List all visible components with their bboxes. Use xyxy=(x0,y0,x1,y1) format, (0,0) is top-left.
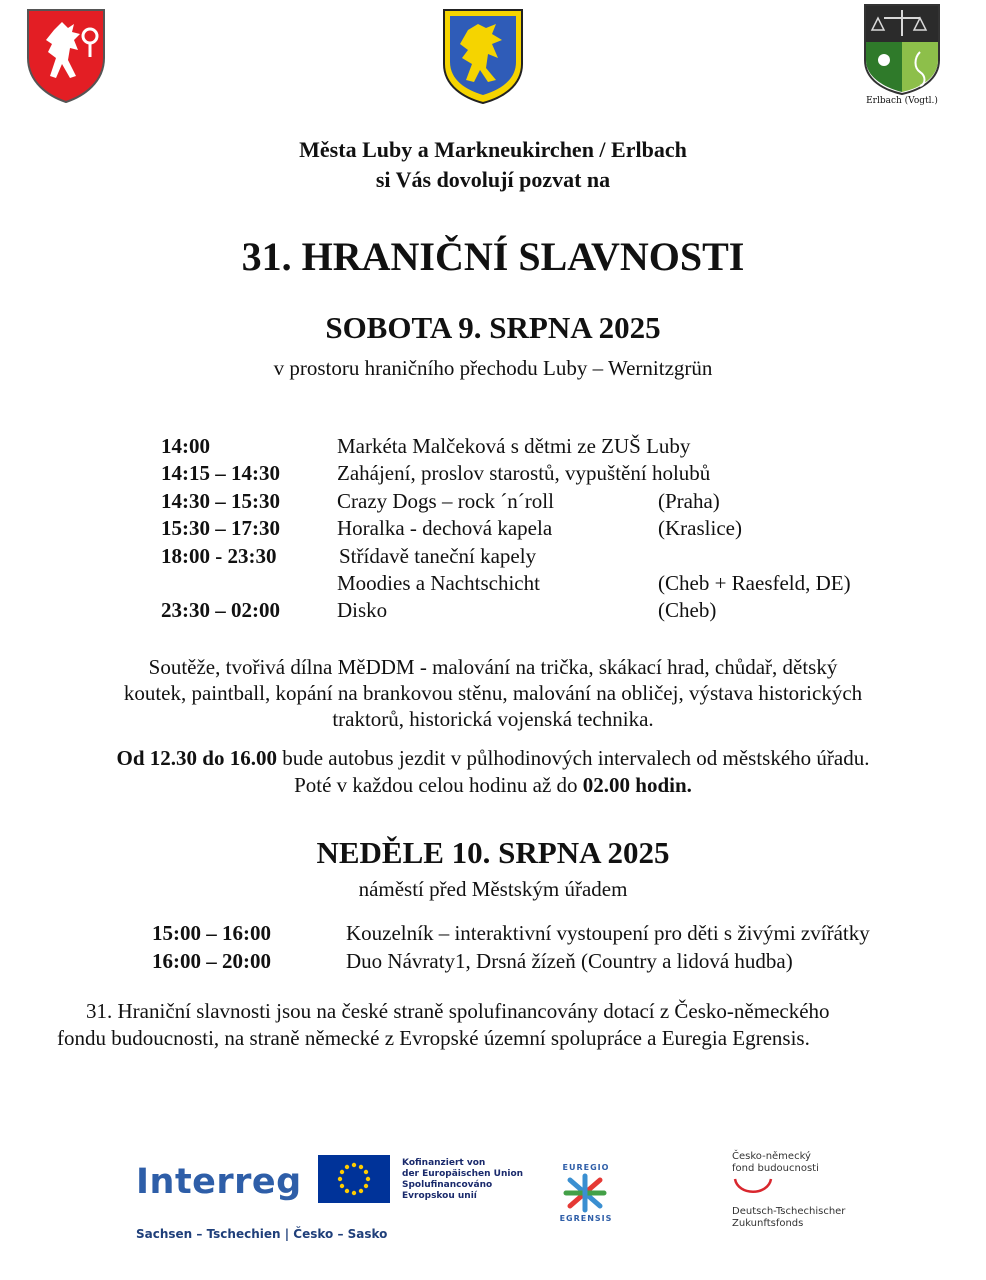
eu-line: Kofinanziert von xyxy=(402,1158,486,1168)
schedule-time: 14:00 xyxy=(161,434,210,458)
schedule-desc: Disko xyxy=(337,598,388,622)
activities-line-2: koutek, paintball, kopání na brankovou stěnu, malování na obličej, výstava historických xyxy=(123,681,863,705)
bus-info-line-1 xyxy=(0,745,986,772)
bus-info-line-2 xyxy=(0,772,986,799)
schedule-time: 16:00 – 20:00 xyxy=(152,949,271,973)
saturday-schedule xyxy=(161,433,921,628)
euregio-bottom-text: EGRENSIS xyxy=(559,1214,613,1223)
luby-coat-of-arms-icon xyxy=(24,6,108,104)
fund-de-text xyxy=(732,1206,845,1230)
schedule-time: 18:00 - 23:30 xyxy=(161,544,277,568)
schedule-time: 15:30 – 17:30 xyxy=(161,516,280,540)
fund-de-line: Zukunftsfonds xyxy=(732,1218,804,1229)
schedule-desc: Crazy Dogs – rock ´n´roll xyxy=(337,489,554,513)
sunday-schedule xyxy=(152,920,952,976)
euregio-top-text: EUREGIO xyxy=(562,1163,610,1172)
markneukirchen-coat-of-arms-icon xyxy=(440,6,526,106)
activities-line-3: traktorů, historická vojenská technika. xyxy=(332,707,654,731)
schedule-desc: Moodies a Nachtschicht xyxy=(337,571,540,595)
funding-line-1: 31. Hraniční slavnosti jsou na české straně spolufinancovány dotací z Česko-německého xyxy=(86,999,830,1023)
bus-info-text-2: Poté v každou celou hodinu až do xyxy=(294,773,583,797)
schedule-time: 14:30 – 15:30 xyxy=(161,489,280,513)
erlbach-coat-of-arms-icon xyxy=(862,2,942,108)
schedule-desc: Střídavě taneční kapely xyxy=(339,544,537,568)
schedule-desc: Kouzelník – interaktivní vystoupení pro děti s živými zvířátky xyxy=(346,921,870,945)
eu-line: der Europäischen Union xyxy=(402,1169,524,1179)
fund-cz-line: fond budoucnosti xyxy=(732,1163,819,1174)
bus-info-text-1: bude autobus jezdit v půlhodinových intervalech od městského úřadu. xyxy=(276,746,870,770)
eu-line: Spolufinancováno xyxy=(402,1180,493,1190)
schedule-place: (Kraslice) xyxy=(658,516,742,540)
sunday-heading: NEDĚLE 10. SRPNA 2025 xyxy=(316,835,670,870)
interreg-subtitle: Sachsen – Tschechien | Česko – Sasko xyxy=(136,1227,388,1241)
schedule-place: (Cheb) xyxy=(658,598,717,622)
eu-line: Evropskou unií xyxy=(402,1191,477,1201)
fund-cz-line: Česko-německý xyxy=(732,1151,811,1162)
fund-de-line: Deutsch-Tschechischer xyxy=(732,1206,846,1217)
funding-line-2: fondu budoucnosti, na straně německé z Evropské územní spolupráce a Euregia Egrensis. xyxy=(57,1026,810,1050)
erlbach-crest-label: Erlbach (Vogtl.) xyxy=(866,96,938,106)
schedule-desc: Zahájení, proslov starostů, vypuštění holubů xyxy=(337,461,711,485)
schedule-time: 15:00 – 16:00 xyxy=(152,921,271,945)
saturday-location: v prostoru hraničního přechodu Luby – Wernitzgrün xyxy=(273,356,713,380)
schedule-place: (Cheb + Raesfeld, DE) xyxy=(658,571,851,595)
schedule-desc: Markéta Malčeková s dětmi ze ZUŠ Luby xyxy=(337,434,691,458)
eu-flag-icon xyxy=(318,1155,390,1203)
intro-line-1: Města Luby a Markneukirchen / Erlbach xyxy=(299,137,687,162)
activities-line-1: Soutěže, tvořivá dílna MěDDM - malování na trička, skákací hrad, chůdař, dětský xyxy=(148,655,838,679)
schedule-time: 14:15 – 14:30 xyxy=(161,461,280,485)
bus-end-time: 02.00 hodin. xyxy=(582,773,692,797)
schedule-time: 23:30 – 02:00 xyxy=(161,598,280,622)
interreg-logo xyxy=(136,1161,302,1203)
schedule-desc: Duo Návraty1, Drsná žízeň (Country a lidová hudba) xyxy=(346,949,793,973)
bus-time-range: Od 12.30 do 16.00 xyxy=(116,746,277,770)
eu-cofinance-text xyxy=(402,1158,523,1202)
page-title: 31. HRANIČNÍ SLAVNOSTI xyxy=(241,234,745,279)
fund-logo-icon xyxy=(732,1176,774,1198)
saturday-heading: SOBOTA 9. SRPNA 2025 xyxy=(325,310,661,345)
schedule-place: (Praha) xyxy=(658,489,720,513)
sunday-location: náměstí před Městským úřadem xyxy=(358,877,628,901)
interreg-wordmark: Interreg xyxy=(136,1162,302,1202)
intro-line-2: si Vás dovolují pozvat na xyxy=(375,167,611,192)
fund-cz-text xyxy=(732,1151,819,1175)
schedule-desc: Horalka - dechová kapela xyxy=(337,516,553,540)
